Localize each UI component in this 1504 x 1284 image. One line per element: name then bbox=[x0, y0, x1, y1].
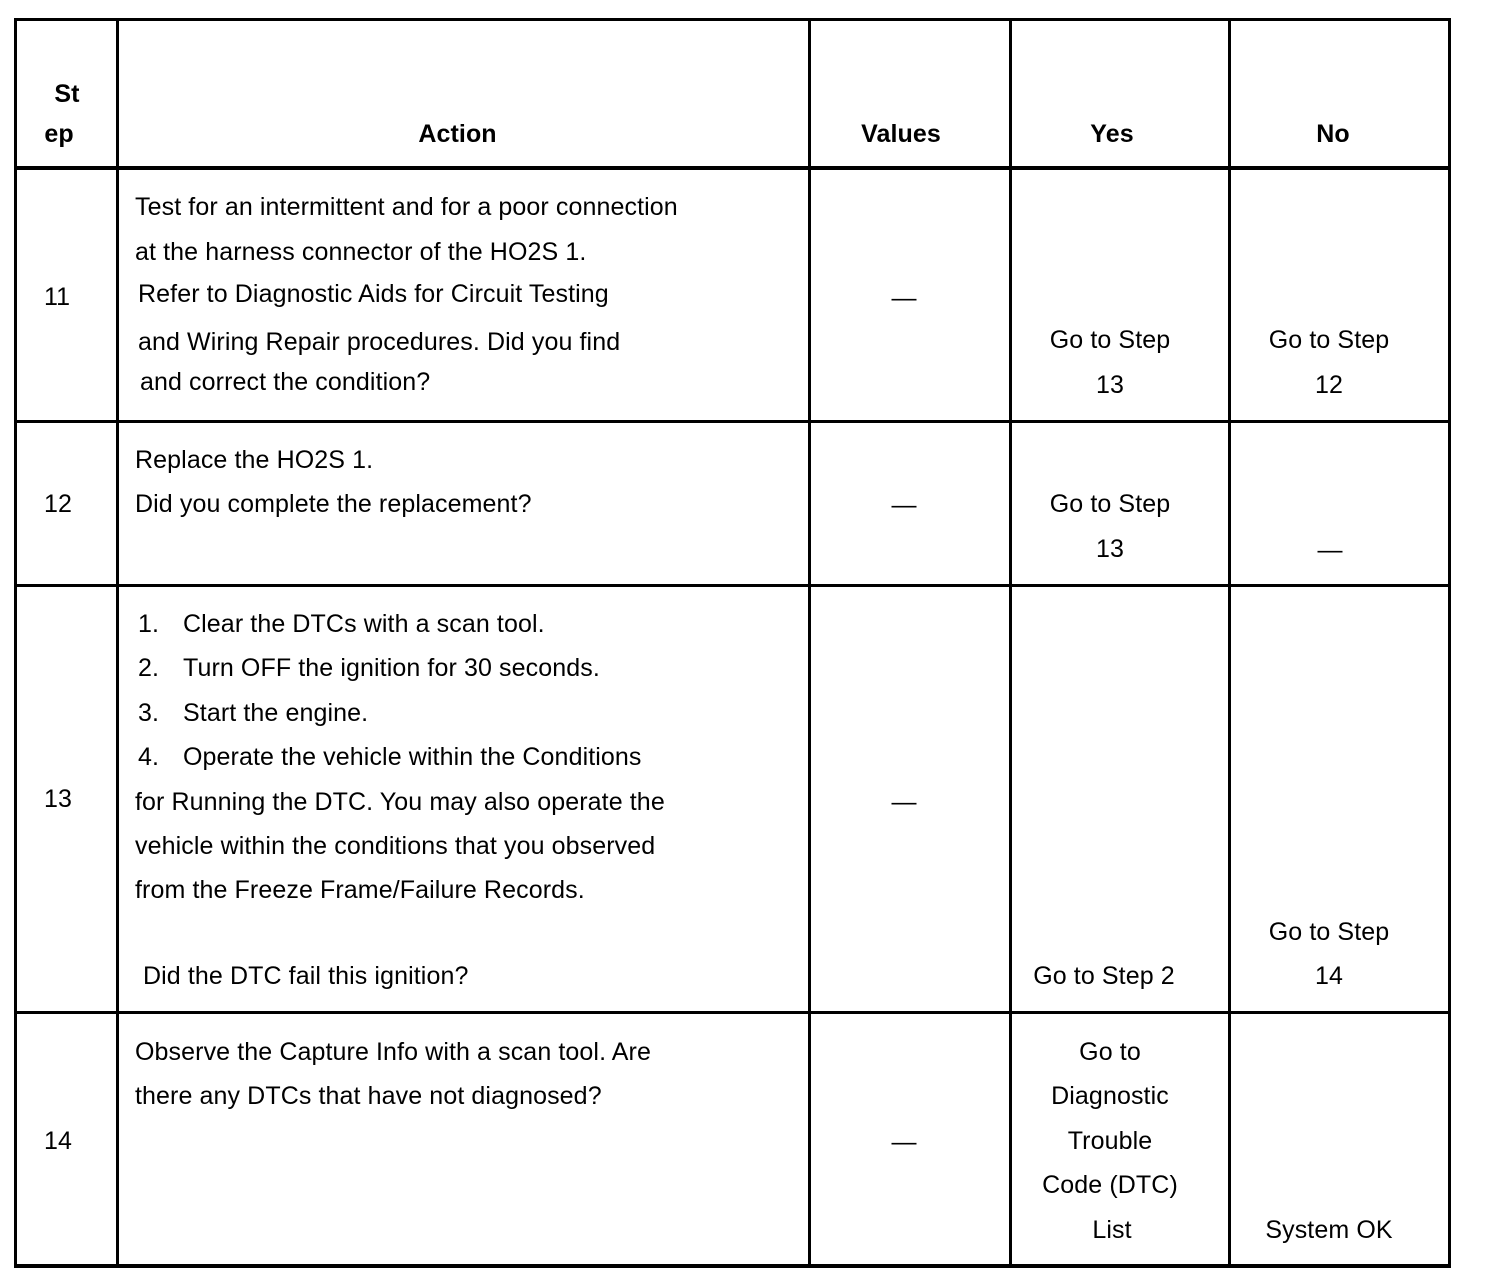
list-item-text: Operate the vehicle within the Conditions bbox=[183, 743, 642, 771]
yes-action: 13 bbox=[1095, 535, 1124, 563]
table-border-bottom bbox=[14, 1264, 1451, 1268]
list-item-text: Clear the DTCs with a scan tool. bbox=[183, 610, 545, 638]
yes-action: 13 bbox=[1095, 371, 1124, 399]
action-text-line: Test for an intermittent and for a poor connection bbox=[135, 193, 678, 221]
header-step-line1: St bbox=[54, 80, 80, 108]
values-dash: — bbox=[891, 1128, 917, 1156]
values-dash: — bbox=[891, 284, 917, 312]
header-step-line2: ep bbox=[44, 120, 74, 148]
action-text-line: there any DTCs that have not diagnosed? bbox=[135, 1082, 602, 1110]
yes-action: List bbox=[1092, 1216, 1132, 1244]
row-divider-13-14 bbox=[14, 1011, 1451, 1014]
action-text-line: and Wiring Repair procedures. Did you find bbox=[138, 328, 621, 356]
yes-action: Go to Step bbox=[1049, 490, 1171, 518]
table-border-left bbox=[14, 18, 17, 1268]
table-border-right bbox=[1448, 18, 1451, 1268]
action-text-line: for Running the DTC. You may also operate the bbox=[135, 788, 665, 816]
step-number: 13 bbox=[44, 785, 73, 813]
action-text-line: vehicle within the conditions that you observed bbox=[135, 832, 656, 860]
header-divider bbox=[14, 166, 1451, 170]
header-no: No bbox=[1316, 120, 1350, 148]
list-item-number: 2. bbox=[138, 654, 160, 682]
action-text-line: Refer to Diagnostic Aids for Circuit Testing bbox=[138, 280, 609, 308]
yes-action: Diagnostic bbox=[1051, 1082, 1169, 1110]
col-divider-step-action bbox=[116, 18, 119, 1268]
list-item-text: Start the engine. bbox=[183, 699, 369, 727]
action-text-line: Observe the Capture Info with a scan tool. Are bbox=[135, 1038, 651, 1066]
yes-action: Go to Step bbox=[1049, 326, 1171, 354]
values-dash: — bbox=[891, 788, 917, 816]
no-dash: — bbox=[1317, 536, 1343, 564]
values-dash: — bbox=[891, 491, 917, 519]
action-text-line: at the harness connector of the HO2S 1. bbox=[135, 238, 587, 266]
no-action: Go to Step bbox=[1268, 918, 1390, 946]
action-text-line: Replace the HO2S 1. bbox=[135, 446, 374, 474]
no-action: 14 bbox=[1314, 962, 1343, 990]
row-divider-12-13 bbox=[14, 584, 1451, 587]
yes-action: Code (DTC) bbox=[1042, 1171, 1178, 1199]
col-divider-yes-no bbox=[1228, 18, 1231, 1268]
header-yes: Yes bbox=[1090, 120, 1134, 148]
header-values: Values bbox=[861, 120, 941, 148]
col-divider-action-values bbox=[808, 18, 811, 1268]
col-divider-values-yes bbox=[1009, 18, 1012, 1268]
action-text-line: from the Freeze Frame/Failure Records. bbox=[135, 876, 585, 904]
action-text-line: Did you complete the replacement? bbox=[135, 490, 532, 518]
step-number: 12 bbox=[44, 490, 73, 518]
list-item-text: Turn OFF the ignition for 30 seconds. bbox=[183, 654, 600, 682]
yes-action: Go to Step 2 bbox=[1033, 962, 1175, 990]
list-item-number: 4. bbox=[138, 743, 160, 771]
yes-action: Trouble bbox=[1067, 1127, 1153, 1155]
list-item-number: 1. bbox=[138, 610, 160, 638]
no-action: 12 bbox=[1314, 371, 1343, 399]
step-number: 11 bbox=[44, 283, 71, 311]
action-text-line: and correct the condition? bbox=[140, 368, 431, 396]
row-divider-11-12 bbox=[14, 420, 1451, 423]
no-action: System OK bbox=[1265, 1216, 1393, 1244]
yes-action: Go to bbox=[1079, 1038, 1141, 1066]
no-action: Go to Step bbox=[1268, 326, 1390, 354]
table-border-top bbox=[14, 18, 1451, 21]
list-item-number: 3. bbox=[138, 699, 160, 727]
action-text-line: Did the DTC fail this ignition? bbox=[143, 962, 469, 990]
step-number: 14 bbox=[44, 1127, 73, 1155]
header-action: Action bbox=[418, 120, 497, 148]
